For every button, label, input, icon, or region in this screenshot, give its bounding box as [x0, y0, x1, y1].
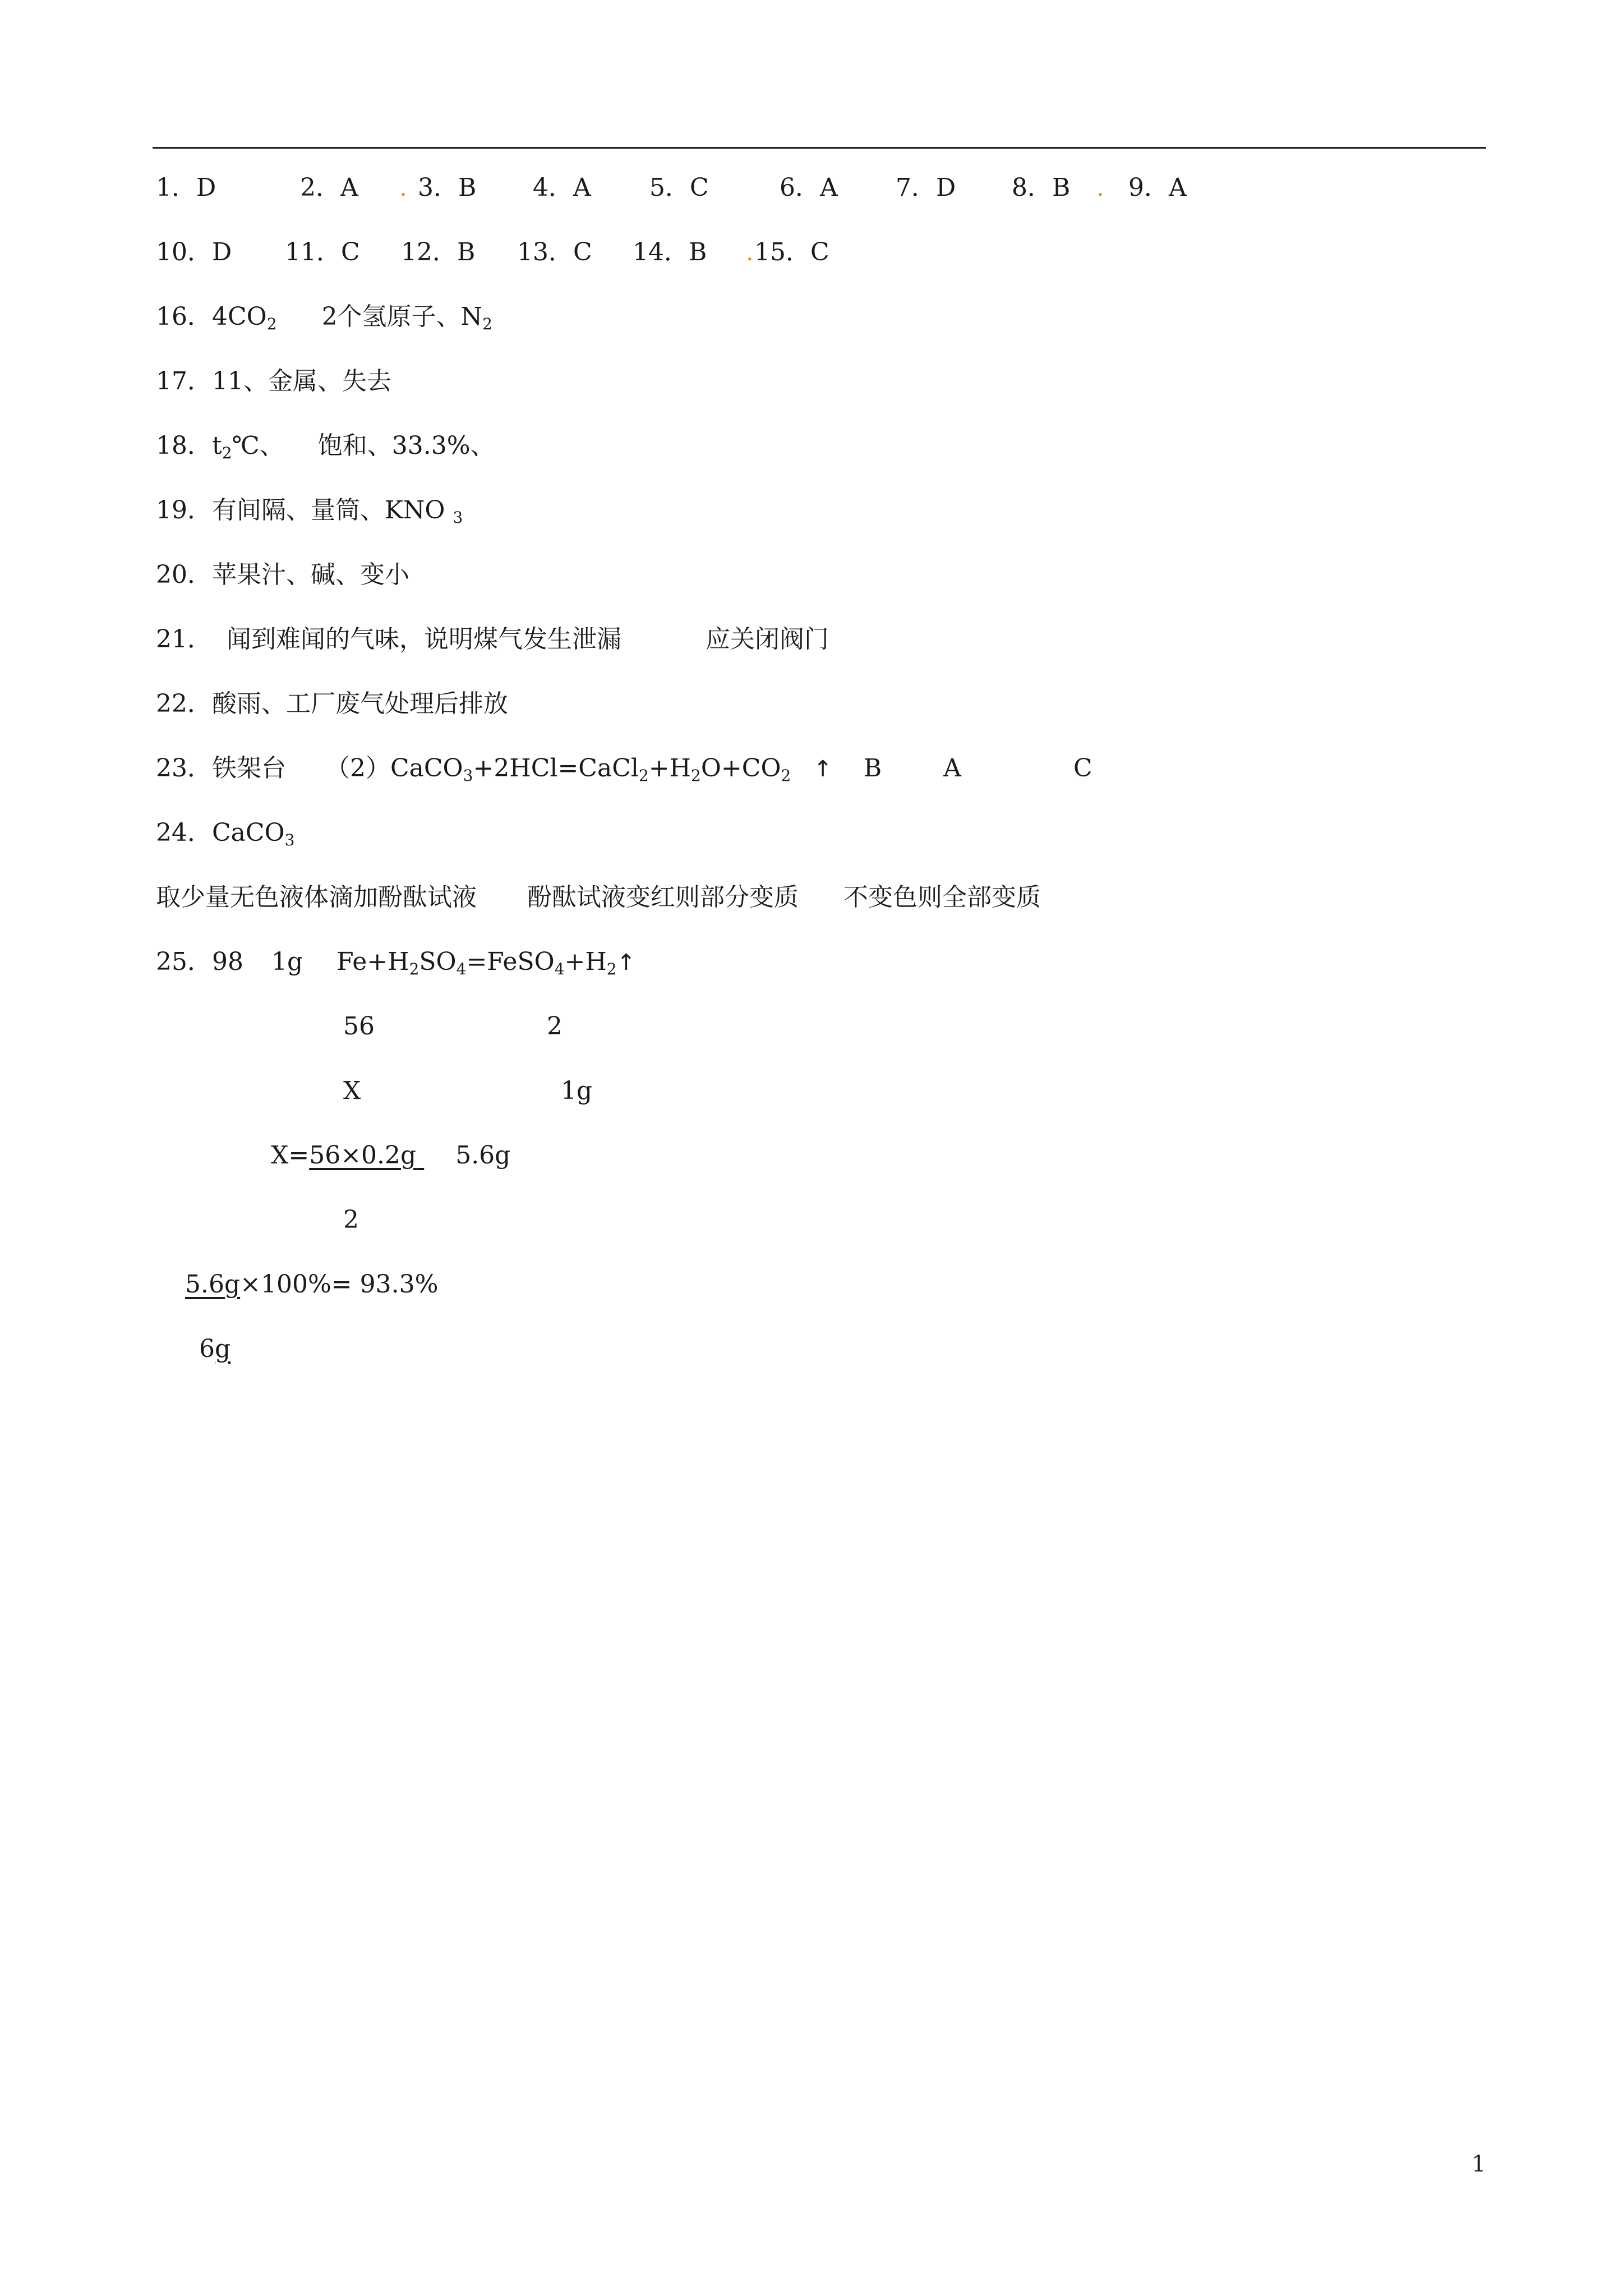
answer-4: 4．A: [533, 173, 591, 202]
molar-mass-fe: 56: [343, 1012, 375, 1041]
q-number: 23．: [156, 754, 212, 783]
equation: Fe+H: [336, 947, 409, 976]
answer-text: 闻到难闻的气味，说明煤气发生泄漏: [227, 625, 621, 654]
answer-14: 14．B: [633, 238, 707, 266]
equation: SO: [419, 947, 457, 976]
up-arrow-icon: ↑: [616, 950, 636, 976]
answer-text: B: [863, 754, 882, 783]
answer-text: 不变色则全部变质: [843, 883, 1041, 912]
denominator-unit: g: [215, 1335, 231, 1363]
answer-18: [156, 429, 495, 463]
answer-text: 1g: [271, 947, 303, 976]
subscript: 2: [606, 960, 617, 978]
equation: =FeSO: [466, 947, 555, 976]
answer-3: 3．B: [418, 173, 477, 202]
answer-6: 6．A: [780, 173, 838, 202]
q-number: 21．: [156, 625, 212, 654]
subscript: 3: [453, 508, 463, 527]
up-arrow-icon: ↑: [813, 756, 832, 782]
percent-numerator: 5.6g: [185, 1270, 241, 1299]
percent-result: ×100%= 93.3%: [240, 1270, 439, 1299]
subscript: 3: [284, 831, 295, 849]
given-mass: 1g: [561, 1076, 593, 1105]
answer-17: 17．11、金属、失去: [156, 367, 391, 395]
answer-15: 15．C: [754, 238, 829, 266]
calc-text: X=: [271, 1141, 310, 1170]
subscript: 4: [554, 960, 565, 978]
answer-7: 7．D: [896, 173, 956, 202]
answer-20: 20．苹果汁、碱、变小: [156, 560, 409, 589]
calc-line: [271, 1139, 510, 1172]
answer-text: 铁架台: [212, 754, 286, 783]
subscript: 2: [781, 766, 791, 785]
percent-denominator: [199, 1332, 230, 1366]
answer-19: [156, 494, 463, 527]
equation: （2）CaCO: [325, 754, 463, 783]
q-number: 18．: [156, 431, 212, 460]
calc-result: 5.6g: [455, 1141, 511, 1170]
denominator-text: 6: [199, 1335, 215, 1363]
page-number: 1: [1472, 2151, 1486, 2177]
answer-5: 5．C: [649, 173, 709, 202]
formula: 4CO: [212, 302, 267, 331]
subscript: 2: [691, 766, 701, 785]
answer-text: 应关闭阀门: [706, 625, 829, 654]
answer-23: [156, 752, 1092, 786]
answer-9: 9．A: [1128, 173, 1187, 202]
answer-text: t: [212, 431, 222, 460]
equation: O+CO: [700, 754, 781, 783]
subscript: 3: [463, 766, 473, 785]
answer-text: 19．有间隔、量筒、KNO: [156, 496, 445, 524]
q-number: 16．: [156, 302, 212, 331]
q-number: 25．98: [156, 947, 243, 976]
answer-24-procedure: [156, 881, 1041, 914]
equation: +H: [648, 754, 691, 783]
subscript: 2: [409, 960, 419, 978]
answer-2: 2．A: [300, 173, 358, 202]
answer-16: [156, 300, 492, 334]
answer-21: [156, 623, 829, 656]
answer-8: 8．B: [1012, 173, 1071, 202]
answer-22: 22．酸雨、工厂废气处理后排放: [156, 689, 508, 718]
equation: +2HCl=CaCl: [473, 754, 639, 783]
percent-line: [185, 1268, 438, 1301]
subscript: 2: [266, 315, 277, 333]
answer-10: 10．D: [156, 238, 232, 266]
molar-mass-h2: 2: [547, 1012, 562, 1041]
answer-text: A: [943, 754, 962, 783]
calc-denominator: 2: [343, 1205, 359, 1234]
dot-mark: .: [1096, 173, 1104, 202]
calc-numerator: 56×0.2g: [309, 1141, 417, 1170]
subscript: 2: [638, 766, 649, 785]
unknown-x: X: [343, 1076, 361, 1105]
subscript: 4: [456, 960, 467, 978]
header-rule: [153, 147, 1486, 149]
answer-1: 1．D: [156, 173, 216, 202]
answer-24: [156, 816, 294, 850]
subscript: 2: [222, 444, 232, 462]
answer-text: 2个氢原子、N: [321, 302, 483, 331]
answer-13: 13．C: [517, 238, 592, 266]
answer-11: 11．C: [285, 238, 360, 266]
answer-text: 酚酞试液变红则部分变质: [527, 883, 799, 912]
dot-mark: .: [746, 238, 754, 266]
answer-text: C: [1073, 754, 1092, 783]
subscript: 2: [482, 315, 492, 333]
dot-mark: .: [399, 173, 407, 202]
equation: +H: [564, 947, 607, 976]
answer-text: 24．CaCO: [156, 818, 285, 847]
answer-text: 取少量无色液体滴加酚酞试液: [156, 883, 477, 912]
answer-text: 饱和、33.3%、: [317, 431, 495, 460]
answer-text: ℃、: [232, 431, 284, 460]
answer-12: 12．B: [401, 238, 476, 266]
answer-25: [156, 945, 635, 979]
